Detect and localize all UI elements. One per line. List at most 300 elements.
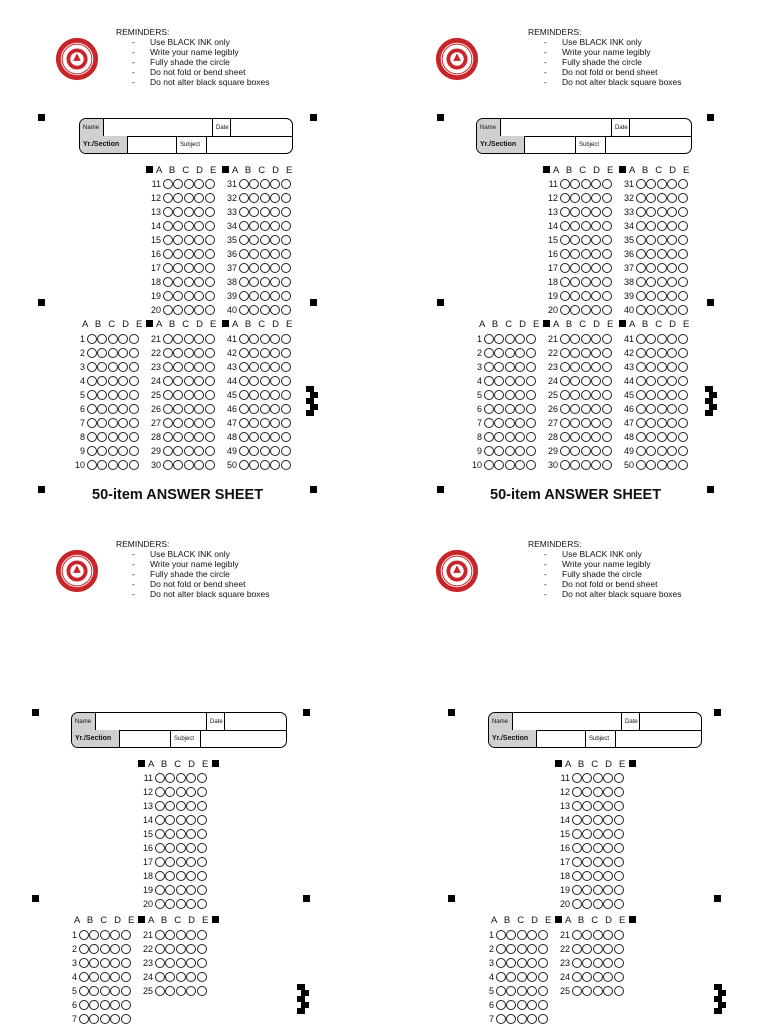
choice-bubble-a[interactable]	[87, 418, 97, 428]
choice-bubble-a[interactable]	[636, 404, 646, 414]
choice-bubble-e[interactable]	[538, 1000, 548, 1010]
choice-bubble-b[interactable]	[173, 390, 183, 400]
choice-bubble-a[interactable]	[636, 249, 646, 259]
choice-bubble-c[interactable]	[593, 815, 603, 825]
choice-bubble-d[interactable]	[667, 207, 677, 217]
choice-bubble-e[interactable]	[281, 348, 291, 358]
choice-bubble-c[interactable]	[657, 291, 667, 301]
choice-bubble-e[interactable]	[678, 404, 688, 414]
choice-bubble-b[interactable]	[165, 843, 175, 853]
choice-bubble-e[interactable]	[602, 249, 612, 259]
choice-bubble-b[interactable]	[173, 277, 183, 287]
choice-bubble-b[interactable]	[173, 376, 183, 386]
choice-bubble-c[interactable]	[176, 972, 186, 982]
choice-bubble-e[interactable]	[205, 277, 215, 287]
choice-bubble-e[interactable]	[205, 179, 215, 189]
choice-bubble-a[interactable]	[572, 944, 582, 954]
choice-bubble-b[interactable]	[173, 179, 183, 189]
choice-bubble-b[interactable]	[570, 404, 580, 414]
choice-bubble-e[interactable]	[602, 263, 612, 273]
choice-bubble-a[interactable]	[636, 334, 646, 344]
choice-bubble-d[interactable]	[667, 348, 677, 358]
choice-bubble-d[interactable]	[118, 446, 128, 456]
choice-bubble-b[interactable]	[165, 773, 175, 783]
choice-bubble-d[interactable]	[194, 446, 204, 456]
choice-bubble-e[interactable]	[205, 348, 215, 358]
choice-bubble-c[interactable]	[581, 193, 591, 203]
choice-bubble-d[interactable]	[186, 885, 196, 895]
choice-bubble-e[interactable]	[678, 235, 688, 245]
choice-bubble-b[interactable]	[646, 348, 656, 358]
choice-bubble-b[interactable]	[173, 404, 183, 414]
choice-bubble-e[interactable]	[526, 418, 536, 428]
choice-bubble-c[interactable]	[581, 432, 591, 442]
choice-bubble-e[interactable]	[678, 207, 688, 217]
choice-bubble-a[interactable]	[484, 390, 494, 400]
choice-bubble-e[interactable]	[281, 263, 291, 273]
choice-bubble-b[interactable]	[570, 390, 580, 400]
choice-bubble-d[interactable]	[118, 376, 128, 386]
choice-bubble-e[interactable]	[678, 446, 688, 456]
choice-bubble-b[interactable]	[646, 460, 656, 470]
choice-bubble-e[interactable]	[526, 362, 536, 372]
choice-bubble-b[interactable]	[494, 446, 504, 456]
choice-bubble-d[interactable]	[515, 460, 525, 470]
choice-bubble-e[interactable]	[678, 263, 688, 273]
choice-bubble-b[interactable]	[506, 930, 516, 940]
choice-bubble-b[interactable]	[570, 277, 580, 287]
choice-bubble-c[interactable]	[176, 958, 186, 968]
choice-bubble-a[interactable]	[572, 885, 582, 895]
choice-bubble-d[interactable]	[603, 899, 613, 909]
choice-bubble-d[interactable]	[270, 263, 280, 273]
choice-bubble-d[interactable]	[194, 263, 204, 273]
choice-bubble-b[interactable]	[646, 305, 656, 315]
choice-bubble-a[interactable]	[155, 773, 165, 783]
choice-bubble-c[interactable]	[260, 221, 270, 231]
choice-bubble-e[interactable]	[281, 305, 291, 315]
choice-bubble-b[interactable]	[494, 390, 504, 400]
choice-bubble-b[interactable]	[173, 348, 183, 358]
choice-bubble-b[interactable]	[582, 829, 592, 839]
choice-bubble-b[interactable]	[494, 348, 504, 358]
choice-bubble-a[interactable]	[163, 348, 173, 358]
choice-bubble-d[interactable]	[591, 446, 601, 456]
choice-bubble-b[interactable]	[173, 446, 183, 456]
section-field[interactable]	[128, 136, 177, 153]
choice-bubble-d[interactable]	[515, 432, 525, 442]
choice-bubble-a[interactable]	[560, 193, 570, 203]
choice-bubble-b[interactable]	[646, 418, 656, 428]
choice-bubble-e[interactable]	[602, 193, 612, 203]
choice-bubble-d[interactable]	[591, 432, 601, 442]
choice-bubble-b[interactable]	[249, 376, 259, 386]
choice-bubble-b[interactable]	[173, 221, 183, 231]
choice-bubble-b[interactable]	[582, 773, 592, 783]
choice-bubble-a[interactable]	[239, 193, 249, 203]
choice-bubble-a[interactable]	[87, 446, 97, 456]
choice-bubble-e[interactable]	[205, 249, 215, 259]
choice-bubble-a[interactable]	[163, 263, 173, 273]
choice-bubble-d[interactable]	[194, 404, 204, 414]
choice-bubble-d[interactable]	[603, 972, 613, 982]
choice-bubble-c[interactable]	[593, 986, 603, 996]
choice-bubble-e[interactable]	[121, 958, 131, 968]
choice-bubble-a[interactable]	[560, 432, 570, 442]
choice-bubble-e[interactable]	[602, 291, 612, 301]
choice-bubble-b[interactable]	[646, 179, 656, 189]
choice-bubble-d[interactable]	[186, 857, 196, 867]
choice-bubble-b[interactable]	[249, 291, 259, 301]
choice-bubble-e[interactable]	[538, 1014, 548, 1024]
choice-bubble-e[interactable]	[678, 291, 688, 301]
choice-bubble-a[interactable]	[560, 249, 570, 259]
choice-bubble-a[interactable]	[239, 432, 249, 442]
choice-bubble-a[interactable]	[636, 390, 646, 400]
choice-bubble-a[interactable]	[560, 418, 570, 428]
choice-bubble-a[interactable]	[87, 362, 97, 372]
choice-bubble-e[interactable]	[281, 193, 291, 203]
choice-bubble-e[interactable]	[602, 277, 612, 287]
choice-bubble-c[interactable]	[108, 348, 118, 358]
choice-bubble-a[interactable]	[572, 829, 582, 839]
choice-bubble-d[interactable]	[270, 291, 280, 301]
choice-bubble-b[interactable]	[173, 460, 183, 470]
choice-bubble-b[interactable]	[646, 221, 656, 231]
choice-bubble-d[interactable]	[591, 263, 601, 273]
choice-bubble-c[interactable]	[657, 348, 667, 358]
choice-bubble-c[interactable]	[581, 376, 591, 386]
choice-bubble-d[interactable]	[591, 348, 601, 358]
choice-bubble-e[interactable]	[205, 235, 215, 245]
choice-bubble-a[interactable]	[560, 305, 570, 315]
choice-bubble-d[interactable]	[270, 235, 280, 245]
choice-bubble-c[interactable]	[184, 418, 194, 428]
choice-bubble-e[interactable]	[281, 418, 291, 428]
subject-field[interactable]	[207, 136, 292, 153]
choice-bubble-d[interactable]	[118, 362, 128, 372]
choice-bubble-c[interactable]	[657, 362, 667, 372]
choice-bubble-a[interactable]	[155, 930, 165, 940]
choice-bubble-d[interactable]	[527, 1014, 537, 1024]
choice-bubble-d[interactable]	[270, 418, 280, 428]
choice-bubble-a[interactable]	[572, 773, 582, 783]
choice-bubble-d[interactable]	[194, 193, 204, 203]
choice-bubble-b[interactable]	[165, 815, 175, 825]
choice-bubble-b[interactable]	[89, 944, 99, 954]
choice-bubble-e[interactable]	[526, 334, 536, 344]
choice-bubble-d[interactable]	[270, 432, 280, 442]
choice-bubble-c[interactable]	[100, 930, 110, 940]
choice-bubble-a[interactable]	[560, 446, 570, 456]
choice-bubble-a[interactable]	[560, 277, 570, 287]
choice-bubble-c[interactable]	[176, 815, 186, 825]
choice-bubble-c[interactable]	[108, 362, 118, 372]
choice-bubble-e[interactable]	[197, 972, 207, 982]
choice-bubble-e[interactable]	[197, 843, 207, 853]
choice-bubble-b[interactable]	[249, 263, 259, 273]
choice-bubble-d[interactable]	[186, 773, 196, 783]
choice-bubble-b[interactable]	[646, 249, 656, 259]
choice-bubble-d[interactable]	[603, 801, 613, 811]
choice-bubble-d[interactable]	[194, 207, 204, 217]
choice-bubble-a[interactable]	[239, 334, 249, 344]
choice-bubble-d[interactable]	[527, 930, 537, 940]
choice-bubble-c[interactable]	[505, 362, 515, 372]
choice-bubble-b[interactable]	[165, 857, 175, 867]
choice-bubble-e[interactable]	[205, 291, 215, 301]
choice-bubble-e[interactable]	[602, 446, 612, 456]
choice-bubble-a[interactable]	[239, 362, 249, 372]
choice-bubble-a[interactable]	[560, 390, 570, 400]
subject-field[interactable]	[616, 730, 701, 747]
choice-bubble-d[interactable]	[194, 418, 204, 428]
choice-bubble-b[interactable]	[506, 986, 516, 996]
choice-bubble-e[interactable]	[678, 418, 688, 428]
choice-bubble-a[interactable]	[79, 944, 89, 954]
choice-bubble-b[interactable]	[173, 291, 183, 301]
choice-bubble-c[interactable]	[505, 390, 515, 400]
choice-bubble-c[interactable]	[184, 235, 194, 245]
choice-bubble-c[interactable]	[581, 305, 591, 315]
choice-bubble-a[interactable]	[239, 263, 249, 273]
choice-bubble-d[interactable]	[194, 277, 204, 287]
choice-bubble-a[interactable]	[560, 207, 570, 217]
choice-bubble-d[interactable]	[667, 404, 677, 414]
choice-bubble-c[interactable]	[260, 362, 270, 372]
choice-bubble-c[interactable]	[593, 871, 603, 881]
choice-bubble-c[interactable]	[184, 348, 194, 358]
choice-bubble-a[interactable]	[163, 362, 173, 372]
choice-bubble-b[interactable]	[582, 843, 592, 853]
choice-bubble-a[interactable]	[239, 221, 249, 231]
choice-bubble-c[interactable]	[184, 179, 194, 189]
choice-bubble-c[interactable]	[593, 857, 603, 867]
choice-bubble-d[interactable]	[515, 362, 525, 372]
choice-bubble-e[interactable]	[205, 418, 215, 428]
choice-bubble-d[interactable]	[118, 390, 128, 400]
choice-bubble-b[interactable]	[570, 249, 580, 259]
choice-bubble-c[interactable]	[581, 418, 591, 428]
choice-bubble-c[interactable]	[260, 277, 270, 287]
choice-bubble-c[interactable]	[260, 390, 270, 400]
choice-bubble-e[interactable]	[197, 773, 207, 783]
choice-bubble-c[interactable]	[260, 263, 270, 273]
choice-bubble-c[interactable]	[657, 432, 667, 442]
choice-bubble-c[interactable]	[260, 376, 270, 386]
choice-bubble-b[interactable]	[570, 207, 580, 217]
choice-bubble-e[interactable]	[197, 787, 207, 797]
choice-bubble-b[interactable]	[89, 930, 99, 940]
choice-bubble-b[interactable]	[494, 460, 504, 470]
choice-bubble-b[interactable]	[249, 207, 259, 217]
choice-bubble-d[interactable]	[603, 773, 613, 783]
choice-bubble-c[interactable]	[593, 930, 603, 940]
choice-bubble-b[interactable]	[570, 432, 580, 442]
choice-bubble-d[interactable]	[603, 857, 613, 867]
choice-bubble-a[interactable]	[484, 404, 494, 414]
date-field[interactable]	[225, 713, 286, 730]
choice-bubble-e[interactable]	[614, 773, 624, 783]
choice-bubble-a[interactable]	[79, 972, 89, 982]
choice-bubble-d[interactable]	[667, 432, 677, 442]
choice-bubble-e[interactable]	[602, 207, 612, 217]
choice-bubble-d[interactable]	[270, 362, 280, 372]
name-field[interactable]	[104, 119, 213, 136]
choice-bubble-e[interactable]	[602, 376, 612, 386]
choice-bubble-e[interactable]	[205, 334, 215, 344]
choice-bubble-e[interactable]	[678, 460, 688, 470]
choice-bubble-b[interactable]	[173, 207, 183, 217]
subject-field[interactable]	[201, 730, 286, 747]
choice-bubble-c[interactable]	[176, 787, 186, 797]
choice-bubble-e[interactable]	[602, 334, 612, 344]
choice-bubble-c[interactable]	[593, 958, 603, 968]
choice-bubble-a[interactable]	[79, 958, 89, 968]
choice-bubble-b[interactable]	[173, 418, 183, 428]
choice-bubble-b[interactable]	[165, 930, 175, 940]
choice-bubble-d[interactable]	[515, 446, 525, 456]
choice-bubble-d[interactable]	[667, 179, 677, 189]
choice-bubble-d[interactable]	[270, 305, 280, 315]
choice-bubble-e[interactable]	[602, 404, 612, 414]
choice-bubble-a[interactable]	[155, 944, 165, 954]
choice-bubble-a[interactable]	[636, 207, 646, 217]
choice-bubble-d[interactable]	[194, 376, 204, 386]
choice-bubble-c[interactable]	[657, 305, 667, 315]
choice-bubble-e[interactable]	[197, 857, 207, 867]
choice-bubble-d[interactable]	[667, 418, 677, 428]
choice-bubble-d[interactable]	[186, 930, 196, 940]
choice-bubble-b[interactable]	[582, 972, 592, 982]
choice-bubble-d[interactable]	[186, 815, 196, 825]
choice-bubble-a[interactable]	[155, 787, 165, 797]
choice-bubble-a[interactable]	[239, 460, 249, 470]
choice-bubble-e[interactable]	[121, 1000, 131, 1010]
choice-bubble-b[interactable]	[165, 885, 175, 895]
choice-bubble-e[interactable]	[678, 305, 688, 315]
choice-bubble-b[interactable]	[249, 179, 259, 189]
choice-bubble-c[interactable]	[100, 1014, 110, 1024]
choice-bubble-e[interactable]	[129, 418, 139, 428]
choice-bubble-e[interactable]	[197, 958, 207, 968]
choice-bubble-e[interactable]	[614, 958, 624, 968]
choice-bubble-a[interactable]	[636, 376, 646, 386]
choice-bubble-d[interactable]	[194, 179, 204, 189]
choice-bubble-e[interactable]	[197, 815, 207, 825]
choice-bubble-d[interactable]	[527, 944, 537, 954]
choice-bubble-d[interactable]	[186, 871, 196, 881]
choice-bubble-d[interactable]	[667, 263, 677, 273]
choice-bubble-c[interactable]	[184, 221, 194, 231]
choice-bubble-d[interactable]	[527, 972, 537, 982]
choice-bubble-b[interactable]	[173, 362, 183, 372]
choice-bubble-c[interactable]	[260, 446, 270, 456]
choice-bubble-d[interactable]	[515, 390, 525, 400]
choice-bubble-c[interactable]	[260, 179, 270, 189]
choice-bubble-d[interactable]	[118, 404, 128, 414]
choice-bubble-c[interactable]	[108, 334, 118, 344]
choice-bubble-c[interactable]	[176, 829, 186, 839]
choice-bubble-c[interactable]	[657, 221, 667, 231]
choice-bubble-c[interactable]	[108, 418, 118, 428]
choice-bubble-a[interactable]	[239, 305, 249, 315]
choice-bubble-a[interactable]	[560, 179, 570, 189]
choice-bubble-d[interactable]	[194, 249, 204, 259]
choice-bubble-b[interactable]	[165, 871, 175, 881]
choice-bubble-e[interactable]	[281, 446, 291, 456]
choice-bubble-d[interactable]	[591, 418, 601, 428]
choice-bubble-c[interactable]	[184, 334, 194, 344]
choice-bubble-e[interactable]	[526, 404, 536, 414]
choice-bubble-d[interactable]	[591, 291, 601, 301]
choice-bubble-a[interactable]	[79, 930, 89, 940]
choice-bubble-e[interactable]	[197, 899, 207, 909]
section-field[interactable]	[537, 730, 586, 747]
choice-bubble-b[interactable]	[249, 432, 259, 442]
choice-bubble-e[interactable]	[614, 930, 624, 940]
choice-bubble-b[interactable]	[570, 179, 580, 189]
choice-bubble-c[interactable]	[100, 944, 110, 954]
choice-bubble-d[interactable]	[667, 460, 677, 470]
choice-bubble-a[interactable]	[163, 404, 173, 414]
choice-bubble-b[interactable]	[165, 829, 175, 839]
choice-bubble-a[interactable]	[572, 801, 582, 811]
choice-bubble-d[interactable]	[270, 404, 280, 414]
choice-bubble-a[interactable]	[239, 249, 249, 259]
choice-bubble-d[interactable]	[591, 221, 601, 231]
choice-bubble-b[interactable]	[97, 460, 107, 470]
choice-bubble-a[interactable]	[636, 277, 646, 287]
choice-bubble-a[interactable]	[572, 871, 582, 881]
choice-bubble-b[interactable]	[89, 986, 99, 996]
choice-bubble-a[interactable]	[239, 179, 249, 189]
choice-bubble-c[interactable]	[657, 460, 667, 470]
choice-bubble-e[interactable]	[281, 179, 291, 189]
choice-bubble-c[interactable]	[184, 249, 194, 259]
choice-bubble-b[interactable]	[570, 305, 580, 315]
choice-bubble-a[interactable]	[572, 787, 582, 797]
choice-bubble-b[interactable]	[173, 334, 183, 344]
choice-bubble-c[interactable]	[176, 944, 186, 954]
choice-bubble-b[interactable]	[165, 986, 175, 996]
choice-bubble-d[interactable]	[194, 334, 204, 344]
choice-bubble-d[interactable]	[110, 986, 120, 996]
choice-bubble-d[interactable]	[186, 843, 196, 853]
choice-bubble-c[interactable]	[184, 446, 194, 456]
choice-bubble-e[interactable]	[281, 390, 291, 400]
choice-bubble-c[interactable]	[108, 404, 118, 414]
choice-bubble-b[interactable]	[97, 404, 107, 414]
choice-bubble-c[interactable]	[505, 404, 515, 414]
choice-bubble-a[interactable]	[496, 972, 506, 982]
choice-bubble-e[interactable]	[678, 249, 688, 259]
choice-bubble-c[interactable]	[260, 334, 270, 344]
choice-bubble-d[interactable]	[194, 390, 204, 400]
choice-bubble-b[interactable]	[173, 249, 183, 259]
choice-bubble-a[interactable]	[496, 1000, 506, 1010]
subject-field[interactable]	[606, 136, 691, 153]
choice-bubble-b[interactable]	[173, 305, 183, 315]
choice-bubble-c[interactable]	[100, 972, 110, 982]
choice-bubble-e[interactable]	[129, 362, 139, 372]
choice-bubble-a[interactable]	[239, 277, 249, 287]
choice-bubble-d[interactable]	[194, 460, 204, 470]
choice-bubble-e[interactable]	[281, 235, 291, 245]
choice-bubble-d[interactable]	[603, 815, 613, 825]
choice-bubble-d[interactable]	[667, 235, 677, 245]
choice-bubble-d[interactable]	[270, 179, 280, 189]
